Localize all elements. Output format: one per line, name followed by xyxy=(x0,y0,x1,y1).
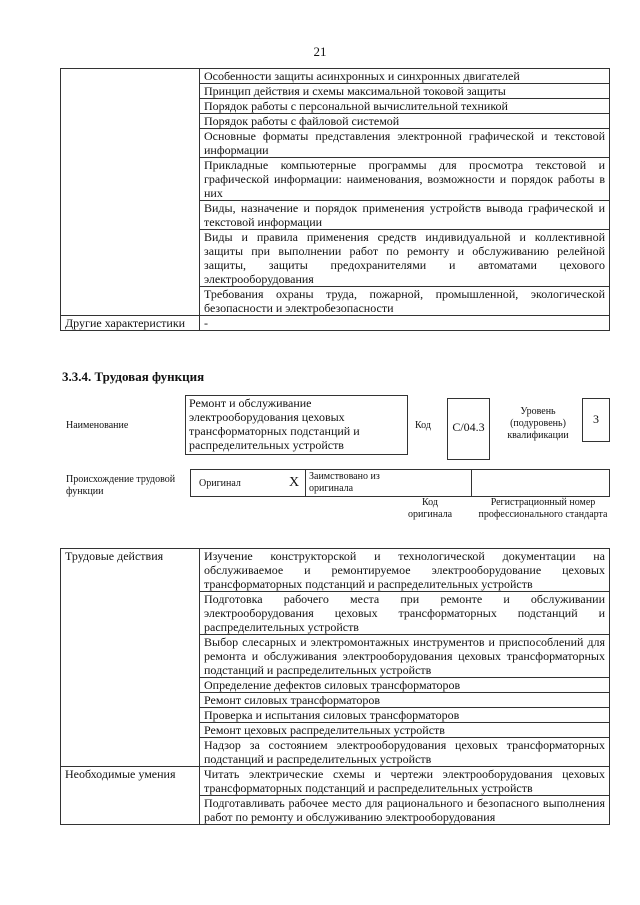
name-label: Наименование xyxy=(66,420,129,431)
knowledge-item: Требования охраны труда, пожарной, промышленной, экологической безопасности и электробезопасности xyxy=(200,287,610,316)
action-item: Надзор за состоянием электрооборудования цеховых трансформаторных подстанций и распределительных устройств xyxy=(200,738,610,767)
action-item: Определение дефектов силовых трансформаторов xyxy=(200,678,610,693)
origin-row xyxy=(190,469,610,497)
knowledge-table xyxy=(60,68,610,331)
level-label: Уровень (подуровень) квалификации xyxy=(507,406,569,441)
actions-table xyxy=(60,548,610,825)
action-item: Ремонт цеховых распределительных устройств xyxy=(200,723,610,738)
other-value: - xyxy=(200,316,610,331)
page-number: 21 xyxy=(313,44,327,59)
knowledge-item: Порядок работы с персональной вычислительной техникой xyxy=(200,99,610,114)
borrowed-label: Заимствовано из оригинала xyxy=(309,471,380,494)
actions-label: Трудовые действия xyxy=(61,549,200,767)
action-item: Проверка и испытания силовых трансформаторов xyxy=(200,708,610,723)
action-item: Ремонт силовых трансформаторов xyxy=(200,693,610,708)
function-name: Ремонт и обслуживание электрооборудования цеховых трансформаторных подстанций и распределительных устройств xyxy=(185,395,408,455)
code-value: С/04.3 xyxy=(447,398,490,460)
action-item: Изучение конструкторской и технологической документации на обслуживаемое и ремонтируемое электрооборудование цеховых трансформаторных подстанций и распределительных устройств xyxy=(200,549,610,592)
skill-item: Подготавливать рабочее место для рационального и безопасного выполнения работ по ремонту и обслуживанию электрооборудования xyxy=(200,796,610,825)
knowledge-item: Виды и правила применения средств индивидуальной и коллективной защиты при выполнении работ по ремонту и обслуживанию релейной защиты, защиты предохранителями и автоматами цехового электрооборудования xyxy=(200,230,610,287)
knowledge-item: Прикладные компьютерные программы для просмотра текстовой и графической информации: наименования, возможности и порядок работы в них xyxy=(200,158,610,201)
action-item: Подготовка рабочего места при ремонте и обслуживании электрооборудования цеховых трансформаторных подстанций и распределительных устройств xyxy=(200,592,610,635)
knowledge-item: Принцип действия и схемы максимальной токовой защиты xyxy=(200,84,610,99)
knowledge-item: Особенности защиты асинхронных и синхронных двигателей xyxy=(200,69,610,84)
original-label: Оригинал xyxy=(199,478,241,489)
knowledge-item: Виды, назначение и порядок применения устройств вывода графической и текстовой информации xyxy=(200,201,610,230)
skills-label: Необходимые умения xyxy=(61,767,200,825)
level-value: 3 xyxy=(582,398,610,442)
action-item: Выбор слесарных и электромонтажных инструментов и приспособлений для ремонта и обслуживания электрооборудования цеховых трансформаторных подстанций и распределительных устройств xyxy=(200,635,610,678)
knowledge-item: Порядок работы с файловой системой xyxy=(200,114,610,129)
other-label: Другие характеристики xyxy=(61,316,200,331)
reg-number-label: Регистрационный номер профессионального стандарта xyxy=(478,497,608,520)
skill-item: Читать электрические схемы и чертежи электрооборудования цеховых трансформаторных подстанций и распределительных устройств xyxy=(200,767,610,796)
original-mark: X xyxy=(289,475,300,490)
origin-label: Происхождение трудовой функции xyxy=(66,474,176,497)
orig-code-label: Код оригинала xyxy=(407,497,453,520)
code-label: Код xyxy=(415,420,431,431)
knowledge-item: Основные форматы представления электронной графической и текстовой информации xyxy=(200,129,610,158)
section-title: 3.3.4. Трудовая функция xyxy=(62,369,205,384)
